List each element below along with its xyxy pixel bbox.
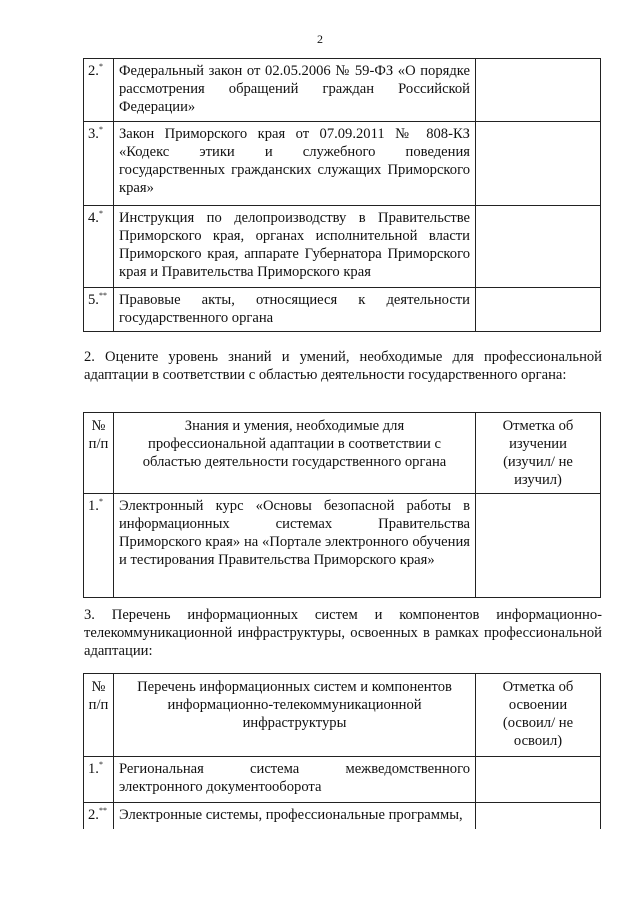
header-num: № п/п <box>84 674 114 757</box>
header-mark: Отметка об освоении (освоил/ не освоил) <box>476 674 601 757</box>
row-number: 2.* <box>84 59 114 122</box>
page-number: 2 <box>317 32 323 46</box>
knowledge-table <box>83 412 601 598</box>
row-text: Инструкция по делопроизводству в Правительстве Приморского края, органах исполнительной власти Приморского края, аппарате Губернатора Приморского края и Правительства Приморского края <box>114 206 476 288</box>
table-row <box>84 494 601 598</box>
row-text: Электронные системы, профессиональные программы, <box>114 803 476 829</box>
header-num: № п/п <box>84 413 114 494</box>
section2-heading: 2. Оцените уровень знаний и умений, необходимые для профессиональной адаптации в соответствии с областью деятельности государственного органа: <box>84 349 602 383</box>
row-text: Электронный курс «Основы безопасной работы в информационных системах Правительства Приморского края» на «Портале электронного обучения и тестирования Правительства Приморского края» <box>114 494 476 598</box>
legal-acts-table <box>83 58 601 332</box>
row-number: 1.* <box>84 494 114 598</box>
table-row <box>84 288 601 332</box>
table-header <box>84 413 601 494</box>
row-number: 4.* <box>84 206 114 288</box>
row-text: Федеральный закон от 02.05.2006 № 59-ФЗ «О порядке рассмотрения обращений граждан Российской Федерации» <box>114 59 476 122</box>
row-text: Правовые акты, относящиеся к деятельности государственного органа <box>114 288 476 332</box>
section3-heading: 3. Перечень информационных систем и компонентов информационно-телекоммуникационной инфраструктуры, освоенных в рамках профессиональной адаптации: <box>84 607 602 659</box>
mark-cell[interactable] <box>476 122 601 206</box>
row-number: 1.* <box>84 757 114 803</box>
table-row <box>84 757 601 803</box>
row-text: Закон Приморского края от 07.09.2011 № 808-КЗ «Кодекс этики и служебного поведения государственных гражданских служащих Приморского края» <box>114 122 476 206</box>
row-text: Региональная система межведомственного электронного документооборота <box>114 757 476 803</box>
row-number: 3.* <box>84 122 114 206</box>
header-title: Перечень информационных систем и компонентов информационно-телекоммуникационной инфраструктуры <box>114 674 476 757</box>
row-number: 2.** <box>84 803 114 829</box>
mark-cell[interactable] <box>476 288 601 332</box>
table-row <box>84 803 601 829</box>
mark-cell[interactable] <box>476 757 601 803</box>
table-header <box>84 674 601 757</box>
table-row <box>84 206 601 288</box>
info-systems-table <box>83 673 601 829</box>
header-title: Знания и умения, необходимые для профессиональной адаптации в соответствии с областью деятельности государственного органа <box>114 413 476 494</box>
header-mark: Отметка об изучении (изучил/ не изучил) <box>476 413 601 494</box>
table-row <box>84 59 601 122</box>
row-number: 5.** <box>84 288 114 332</box>
mark-cell[interactable] <box>476 206 601 288</box>
mark-cell[interactable] <box>476 59 601 122</box>
mark-cell[interactable] <box>476 494 601 598</box>
mark-cell[interactable] <box>476 803 601 829</box>
table-row <box>84 122 601 206</box>
